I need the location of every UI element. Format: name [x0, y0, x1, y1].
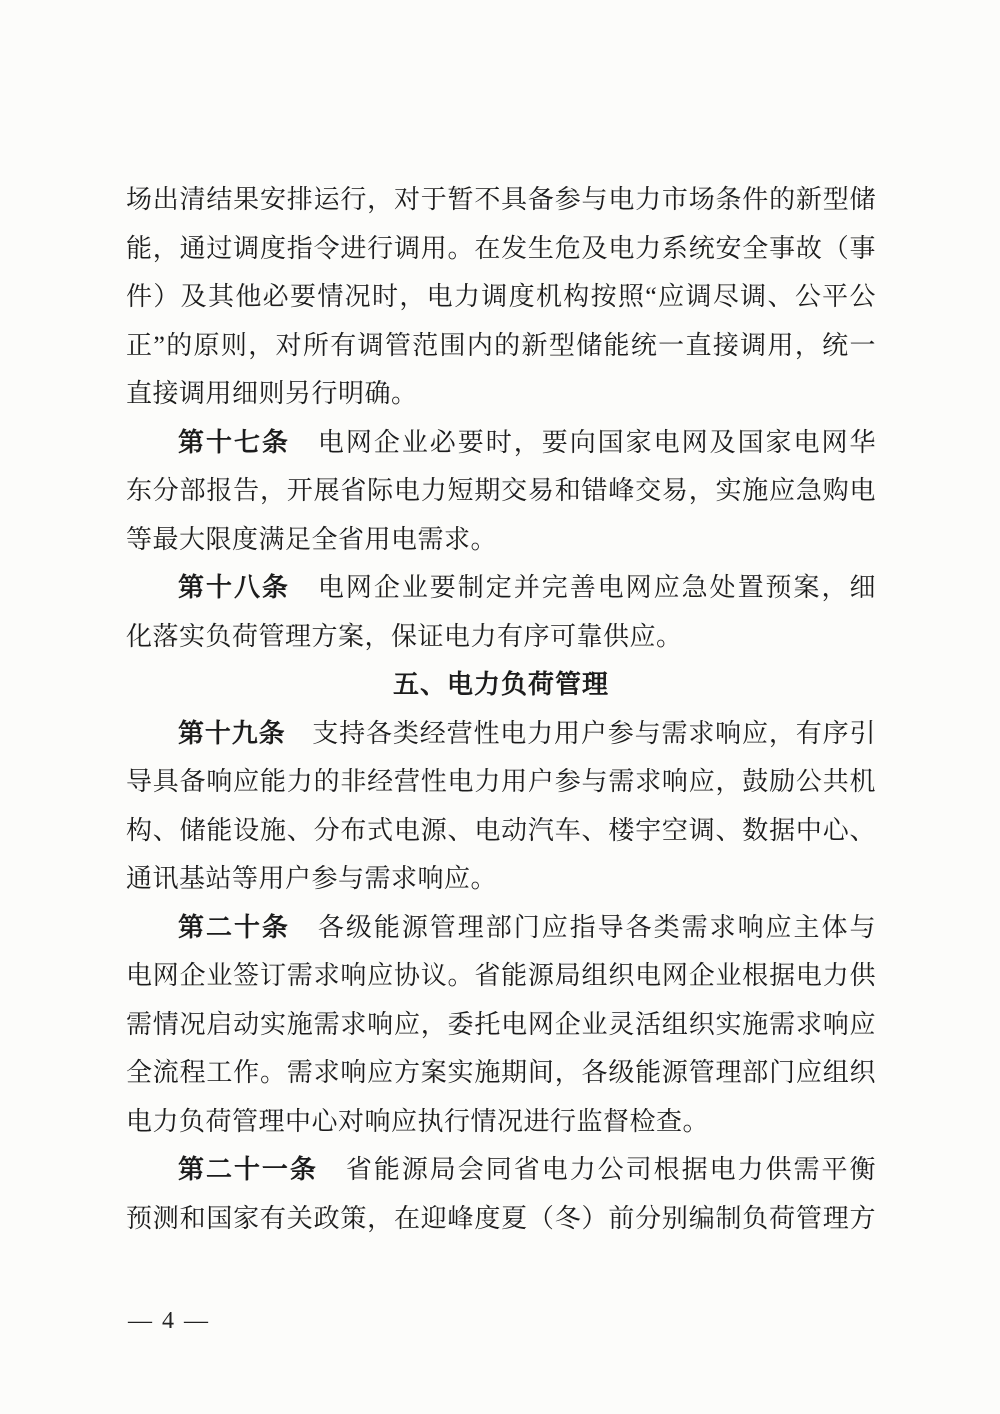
paragraph: [126, 1146, 876, 1243]
article-number: 第二十一条: [178, 1155, 318, 1184]
text-line: 正”的原则，对所有调管范围内的新型储能统一直接调用，统一: [126, 330, 876, 360]
article-number: 第十八条: [178, 573, 290, 602]
text-line: 第二十条 各级能源管理部门应指导各类需求响应主体与: [178, 912, 876, 942]
text-line: 等最大限度满足全省用电需求。: [126, 524, 498, 554]
text-line: 第十九条 支持各类经营性电力用户参与需求响应，有序引: [178, 718, 876, 748]
text-line: 预测和国家有关政策，在迎峰度夏（冬）前分别编制负荷管理方: [126, 1203, 876, 1233]
text-line: 导具备响应能力的非经营性电力用户参与需求响应，鼓励公共机: [126, 767, 876, 796]
paragraph: [126, 904, 876, 1147]
text-line: 场出清结果安排运行，对于暂不具备参与电力市场条件的新型储: [126, 185, 876, 214]
article-number: 第十九条: [178, 718, 286, 748]
text-line: 第十八条 电网企业要制定并完善电网应急处置预案，细: [178, 573, 876, 602]
text-line: 电网企业签订需求响应协议。省能源局组织电网企业根据电力供: [126, 961, 876, 990]
text-line: 需情况启动实施需求响应，委托电网企业灵活组织实施需求响应: [126, 1009, 876, 1039]
paragraph: [126, 710, 876, 904]
section-heading: 五、电力负荷管理: [392, 670, 609, 699]
paragraph: [126, 176, 876, 419]
paragraph: [126, 419, 876, 565]
text-line: 化落实负荷管理方案，保证电力有序可靠供应。: [126, 621, 683, 651]
text-line: 直接调用细则另行明确。: [126, 379, 418, 408]
article-number: 第二十条: [178, 912, 290, 942]
document-body: [126, 176, 876, 1243]
text-line: 通讯基站等用户参与需求响应。: [126, 864, 498, 893]
text-line: 全流程工作。需求响应方案实施期间，各级能源管理部门应组织: [126, 1058, 876, 1087]
page-number: — 4 —: [128, 1308, 210, 1334]
text-line: 东分部报告，开展省际电力短期交易和错峰交易，实施应急购电: [126, 476, 876, 505]
text-line: 能，通过调度指令进行调用。在发生危及电力系统安全事故（事: [126, 233, 876, 263]
text-line: 构、储能设施、分布式电源、电动汽车、楼宇空调、数据中心、: [126, 815, 876, 845]
text-line: 件）及其他必要情况时，电力调度机构按照“应调尽调、公平公: [126, 282, 876, 311]
article-number: 第十七条: [178, 427, 290, 457]
text-line: 电力负荷管理中心对响应执行情况进行监督检查。: [126, 1106, 710, 1136]
paragraph: [126, 564, 876, 661]
text-line: 第二十一条 省能源局会同省电力公司根据电力供需平衡: [178, 1155, 876, 1184]
text-line: 第十七条 电网企业必要时，要向国家电网及国家电网华: [178, 427, 876, 457]
